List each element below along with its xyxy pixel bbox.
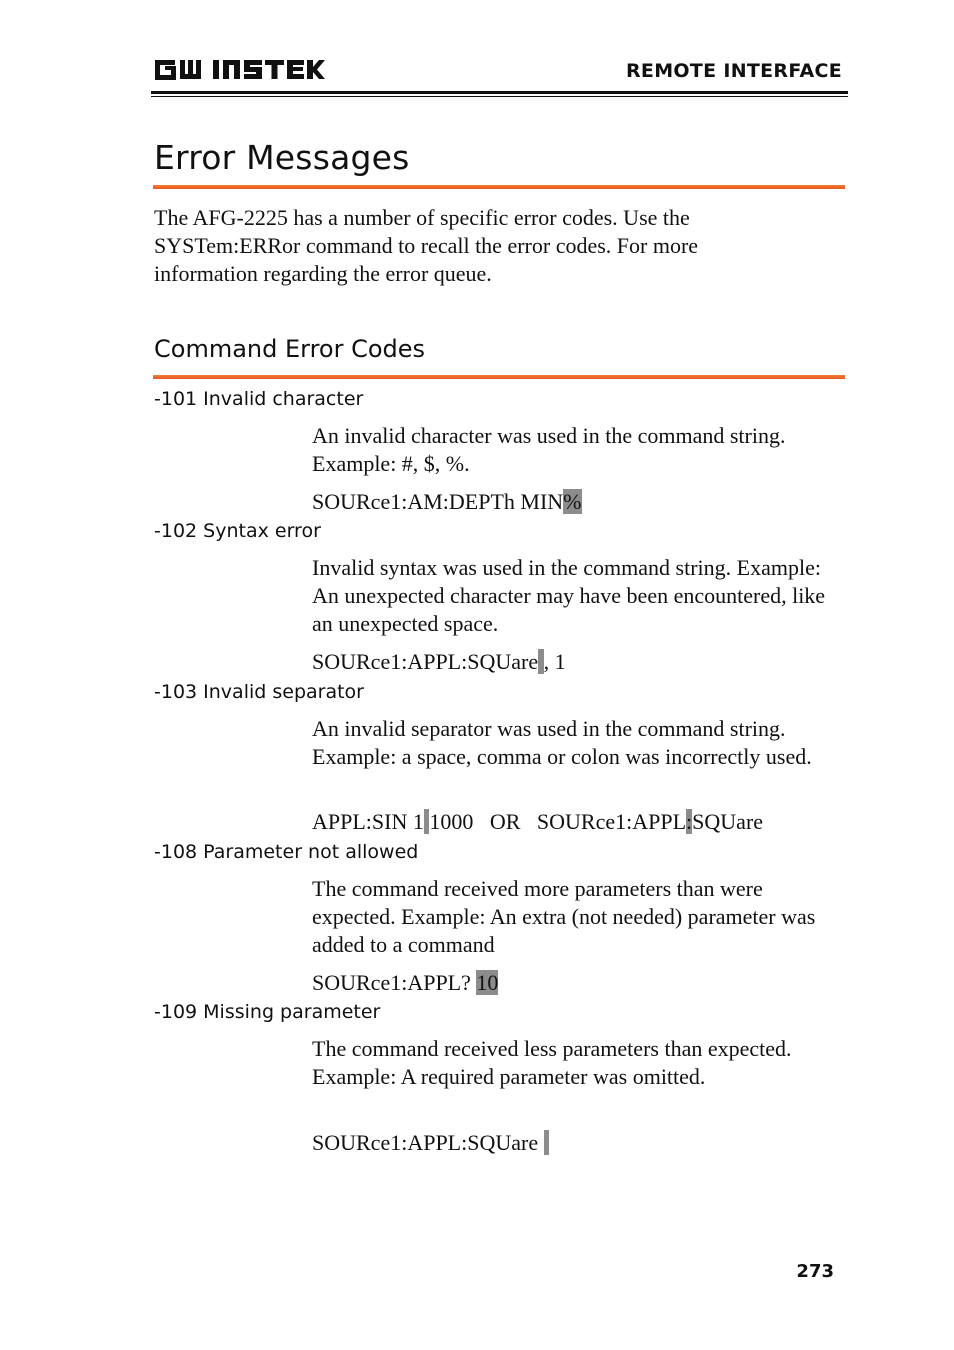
error-description: An invalid character was used in the command string. Example: #, $, %. [312, 423, 786, 476]
example-highlight: % [563, 489, 582, 514]
error-description: The command received less parameters than expected. Example: A required parameter was omitted. [312, 1036, 792, 1089]
example-highlight: : [686, 809, 693, 834]
header-section-title: REMOTE INTERFACE [626, 60, 842, 82]
error-example [312, 969, 498, 997]
page-title: Error Messages [154, 138, 410, 177]
section-divider [153, 375, 845, 379]
error-example [312, 648, 566, 676]
error-code-label: -108 Parameter not allowed [154, 841, 419, 863]
error-code-label: -109 Missing parameter [154, 1001, 381, 1023]
example-text: APPL:SIN 1 [312, 809, 424, 834]
example-text: SOURce1:AM:DEPTh MIN [312, 489, 564, 514]
error-description: Invalid syntax was used in the command string. Example: An unexpected character may have been encountered, like an unexpected space. [312, 555, 826, 636]
error-example [312, 488, 582, 516]
error-example [312, 1129, 549, 1157]
example-text: SOURce1:APPL:SQUare [312, 1130, 544, 1155]
example-text: SOURce1:APPL:SQUare [312, 649, 539, 674]
gw-instek-logo [153, 56, 325, 84]
example-text: 1000 OR SOURce1:APPL [429, 809, 687, 834]
intro-paragraph: The AFG-2225 has a number of specific error codes. Use the SYSTem:ERRor command to recall the error codes. For more information regarding the error queue. [154, 205, 699, 286]
error-code-label: -101 Invalid character [154, 388, 364, 410]
section-heading: Command Error Codes [154, 335, 426, 363]
error-code-label: -103 Invalid separator [154, 681, 364, 703]
error-example [312, 808, 763, 836]
example-text: , 1 [543, 649, 566, 674]
example-text: SQUare [692, 809, 764, 834]
error-description: The command received more parameters than were expected. Example: An extra (not needed) parameter was added to a command [312, 876, 816, 957]
error-code-label: -102 Syntax error [154, 520, 321, 542]
example-text: SOURce1:APPL? [312, 970, 477, 995]
error-description: An invalid separator was used in the command string. Example: a space, comma or colon was incorrectly used. [312, 716, 812, 769]
title-divider [153, 185, 845, 189]
example-highlight: 10 [476, 970, 499, 995]
example-highlight [544, 1130, 550, 1155]
header-divider-thin [151, 96, 848, 97]
page-number: 273 [796, 1261, 834, 1282]
header-divider [151, 91, 848, 94]
